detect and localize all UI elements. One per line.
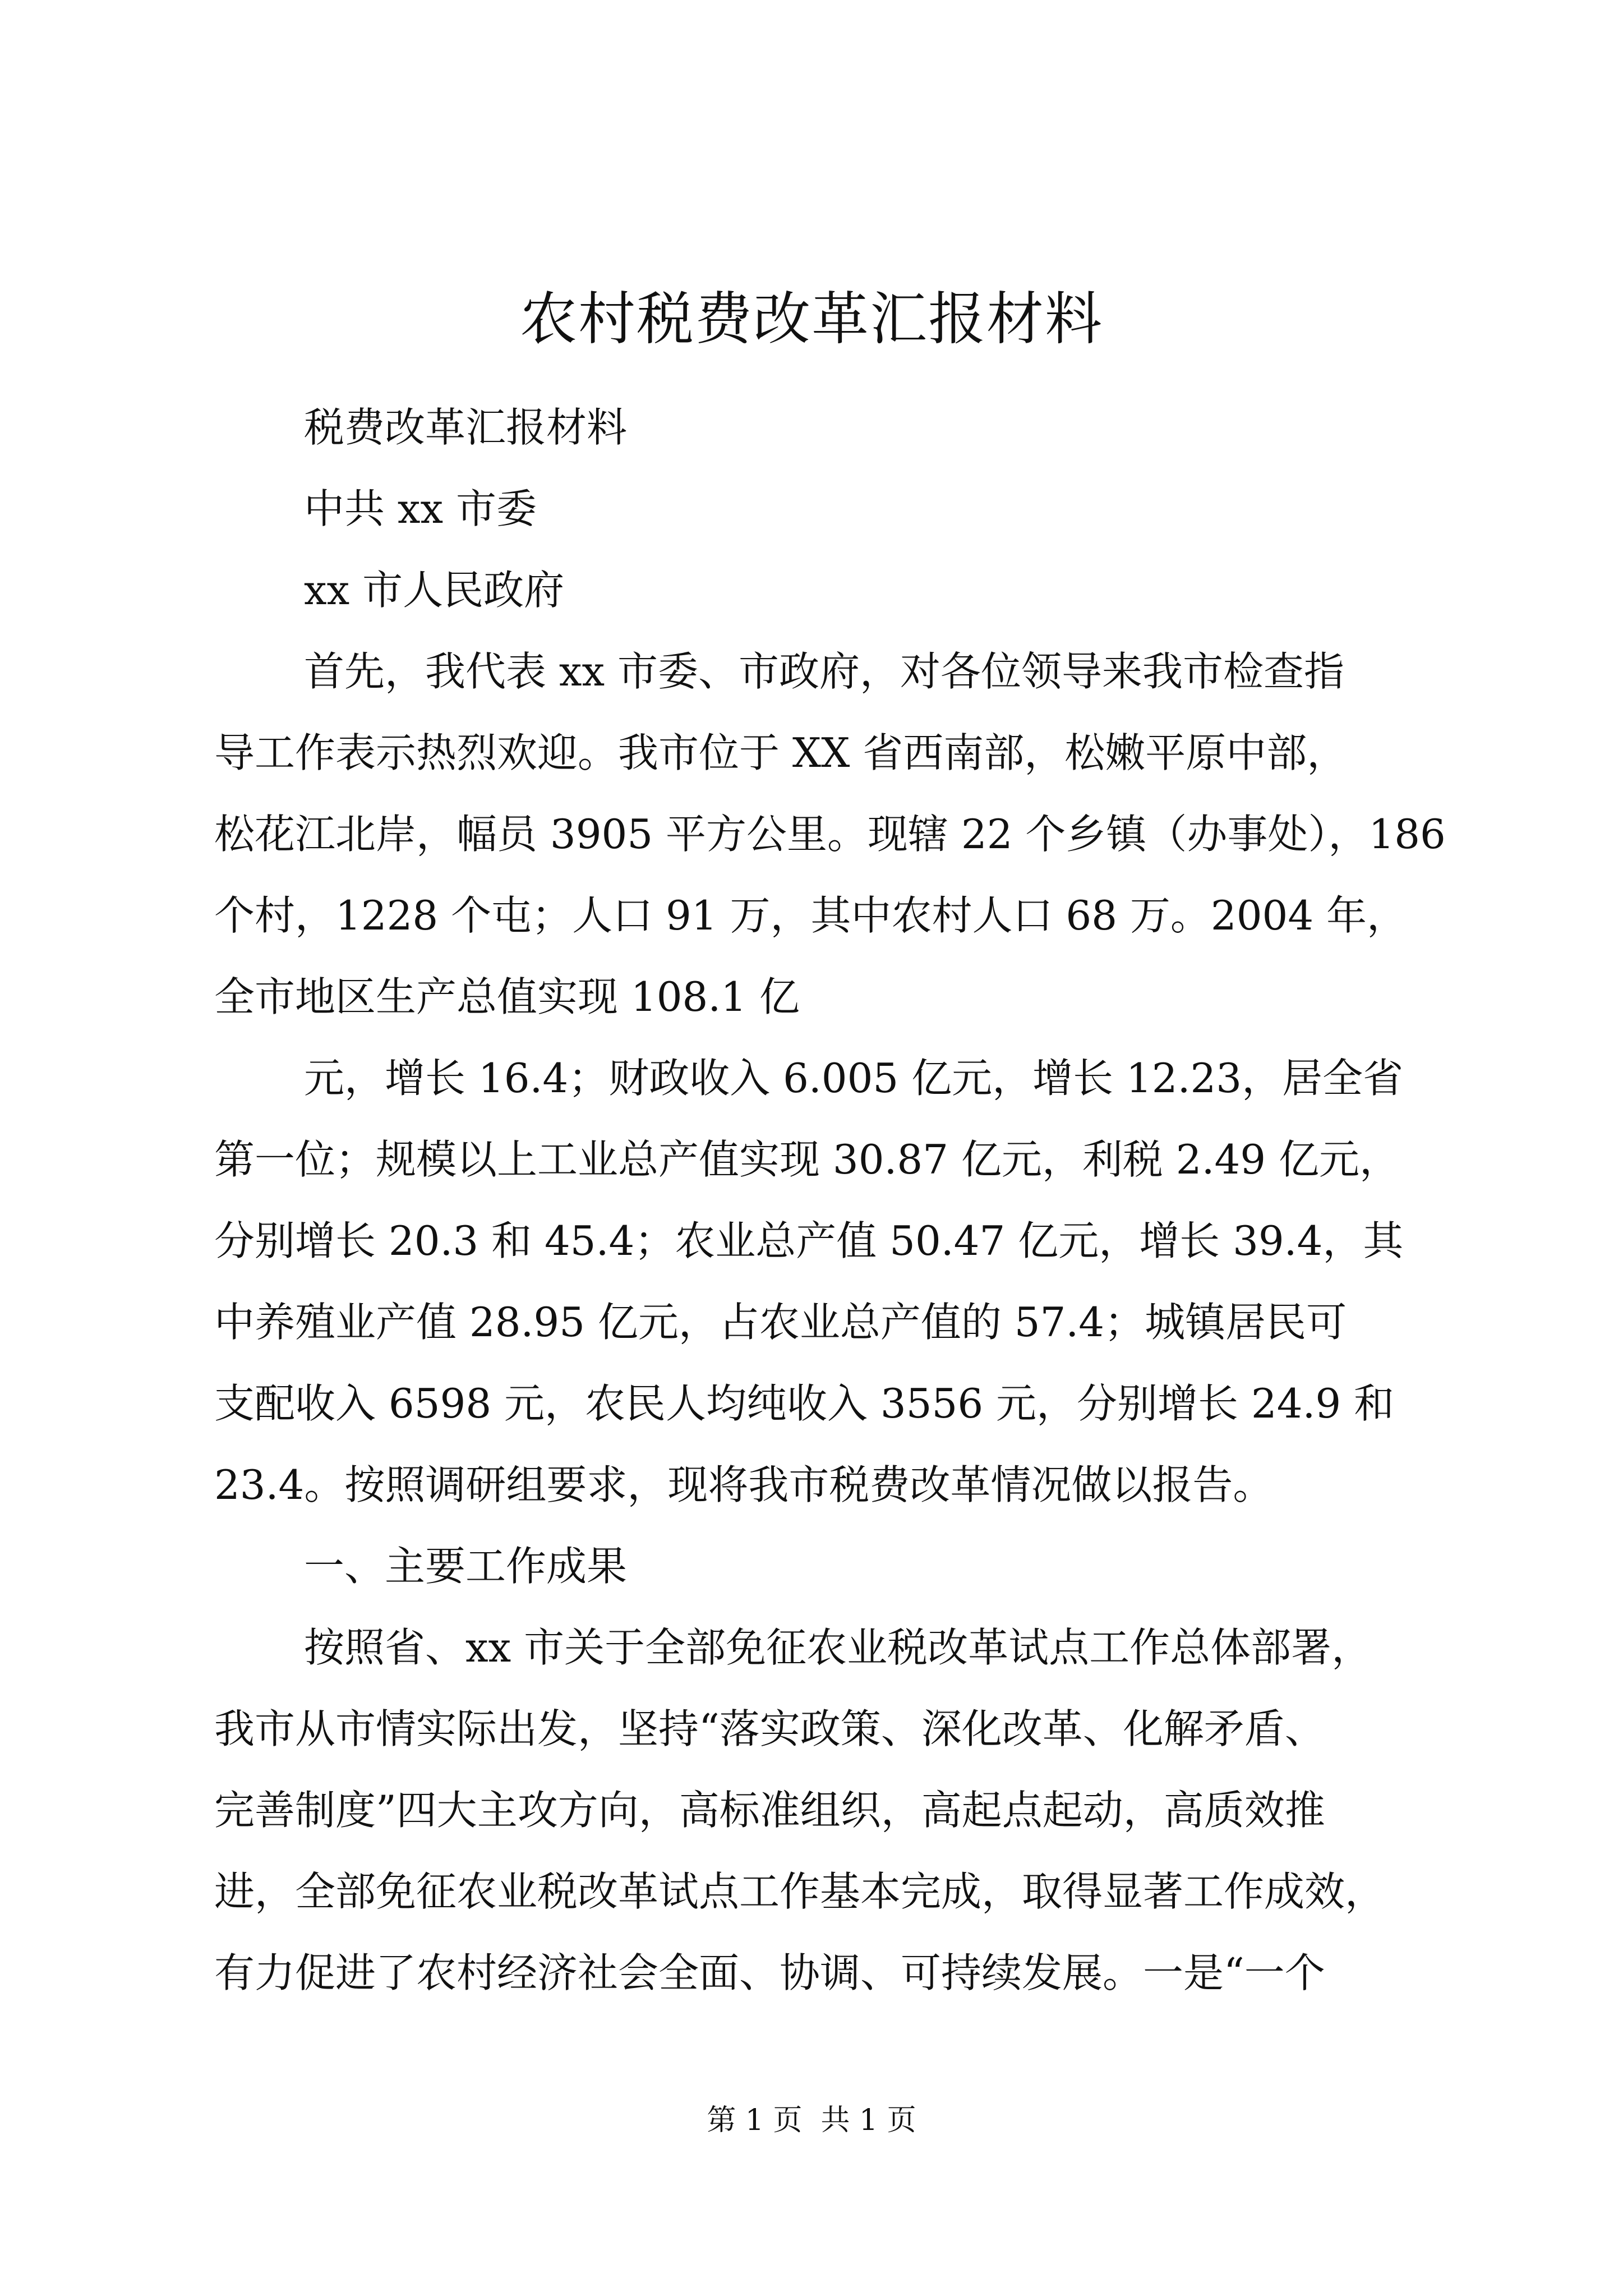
body-line: 有力促进了农村经济社会全面、协调、可持续发展。一是“一个 xyxy=(214,1949,1325,1996)
body-line-government: xx 市人民政府 xyxy=(304,567,565,614)
body-line: 中养殖业产值 28.95 亿元，占农业总产值的 57.4；城镇居民可 xyxy=(214,1299,1347,1346)
body-line: 我市从市情实际出发，坚持“落实政策、深化改革、化解矛盾、 xyxy=(214,1705,1325,1752)
body-line: 元，增长 16.4；财政收入 6.005 亿元，增长 12.23，居全省 xyxy=(304,1055,1404,1102)
body-line: 23.4。按照调研组要求，现将我市税费改革情况做以报告。 xyxy=(214,1461,1274,1508)
document-body xyxy=(214,387,1454,2014)
body-line-subtitle: 税费改革汇报材料 xyxy=(304,404,628,451)
body-line: 首先，我代表 xx 市委、市政府，对各位领导来我市检查指 xyxy=(304,648,1344,695)
body-line: 个村，1228 个屯；人口 91 万，其中农村人口 68 万。2004 年， xyxy=(214,892,1408,939)
body-line: 导工作表示热烈欢迎。我市位于 XX 省西南部，松嫩平原中部， xyxy=(214,729,1348,776)
page-number-footer: 第 1 页 共 1 页 xyxy=(707,2104,916,2137)
body-line: 分别增长 20.3 和 45.4；农业总产值 50.47 亿元，增长 39.4，其 xyxy=(214,1217,1404,1264)
document-title: 农村税费改革汇报材料 xyxy=(520,286,1103,353)
body-line: 全市地区生产总值实现 108.1 亿 xyxy=(214,973,800,1020)
body-line-party-committee: 中共 xx 市委 xyxy=(304,485,537,532)
body-line: 松花江北岸，幅员 3905 平方公里。现辖 22 个乡镇（办事处），186 xyxy=(214,811,1446,858)
body-line: 第一位；规模以上工业总产值实现 30.87 亿元，利税 2.49 亿元， xyxy=(214,1136,1400,1183)
section-heading: 一、主要工作成果 xyxy=(304,1543,628,1590)
body-line: 支配收入 6598 元，农民人均纯收入 3556 元，分别增长 24.9 和 xyxy=(214,1380,1395,1427)
body-line: 进，全部免征农业税改革试点工作基本完成，取得显著工作成效， xyxy=(214,1868,1386,1915)
body-line: 按照省、xx 市关于全部免征农业税改革试点工作总体部署， xyxy=(304,1624,1372,1671)
body-line: 完善制度”四大主攻方向，高标准组织，高起点起动，高质效推 xyxy=(214,1787,1325,1834)
